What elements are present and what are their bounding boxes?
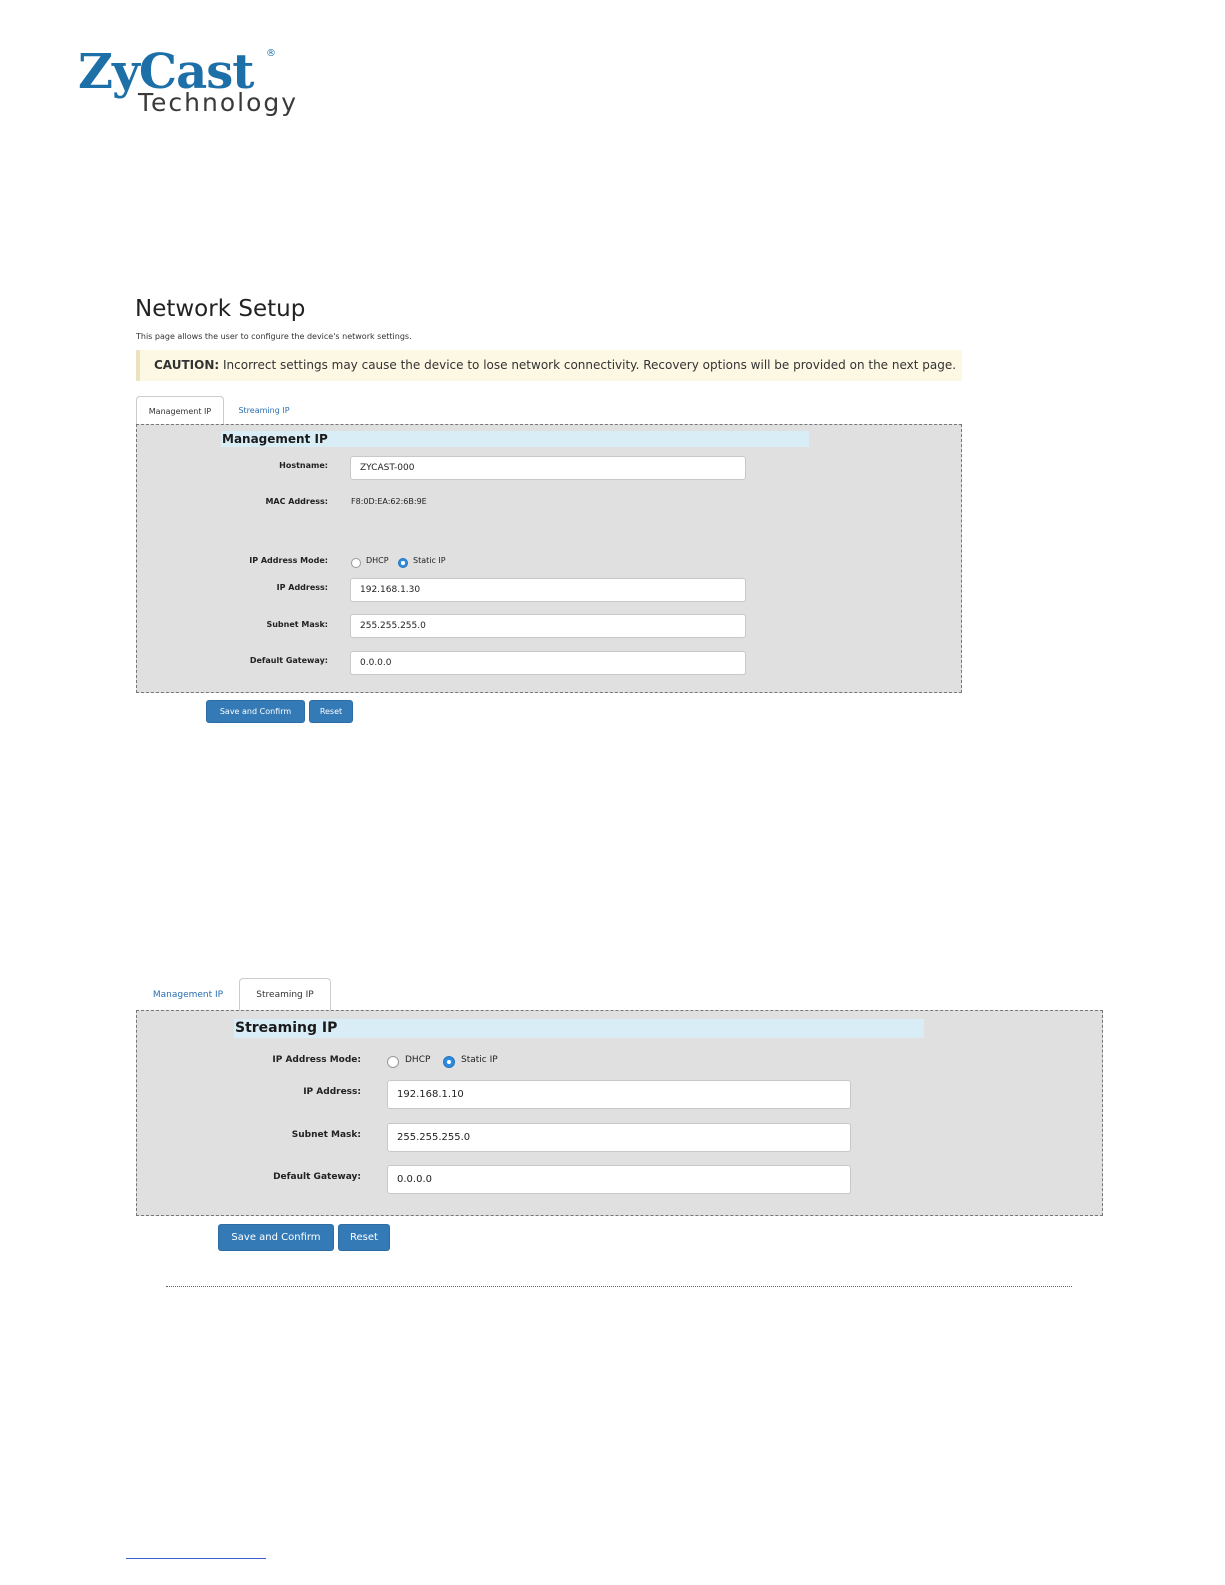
dotted-divider (166, 1286, 1072, 1287)
mac-address-label: MAC Address: (265, 497, 328, 506)
default-gateway-field[interactable]: 0.0.0.0 (387, 1165, 851, 1194)
tab-management-ip[interactable]: Management IP (152, 990, 224, 1000)
ip-mode-label: IP Address Mode: (272, 1055, 361, 1065)
static-ip-radio[interactable] (443, 1056, 455, 1068)
logo-brand-text: ZyCast (78, 44, 254, 100)
section-title-streaming-ip: Streaming IP (234, 1019, 924, 1038)
subnet-mask-label: Subnet Mask: (291, 1130, 361, 1140)
mac-address-value: F8:0D:EA:62:6B:9E (351, 497, 427, 506)
default-gateway-label: Default Gateway: (249, 656, 328, 665)
hostname-label: Hostname: (279, 461, 328, 470)
ip-mode-label: IP Address Mode: (249, 556, 328, 565)
subnet-mask-field[interactable]: 255.255.255.0 (350, 614, 746, 638)
logo-technology-text: Technology (138, 88, 299, 117)
caution-banner (136, 350, 962, 381)
reset-button[interactable]: Reset (309, 700, 353, 723)
dhcp-radio[interactable] (351, 558, 361, 568)
hostname-field[interactable]: ZYCAST-000 (350, 456, 746, 480)
ip-address-field[interactable]: 192.168.1.30 (350, 578, 746, 602)
save-and-confirm-button[interactable]: Save and Confirm (206, 700, 305, 723)
tab-streaming-ip[interactable]: Streaming IP (238, 406, 290, 415)
ip-address-field[interactable]: 192.168.1.10 (387, 1080, 851, 1109)
section-title-management-ip: Management IP (221, 431, 809, 447)
footer-link-underline (126, 1558, 266, 1559)
static-ip-radio-label: Static IP (413, 556, 446, 565)
tab-streaming-ip[interactable]: Streaming IP (239, 978, 331, 1011)
page-title: Network Setup (135, 296, 306, 322)
zycast-logo (78, 44, 318, 126)
caution-label: CAUTION: (154, 358, 220, 372)
default-gateway-field[interactable]: 0.0.0.0 (350, 651, 746, 675)
dhcp-radio[interactable] (387, 1056, 399, 1068)
default-gateway-label: Default Gateway: (273, 1172, 361, 1182)
subnet-mask-label: Subnet Mask: (266, 620, 328, 629)
page-description: This page allows the user to configure the device's network settings. (136, 332, 412, 341)
tab-management-ip[interactable]: Management IP (136, 396, 224, 425)
static-ip-radio[interactable] (398, 558, 408, 568)
logo-registered-mark: ® (266, 48, 276, 59)
save-and-confirm-button[interactable]: Save and Confirm (218, 1224, 334, 1251)
ip-address-label: IP Address: (276, 583, 328, 592)
reset-button[interactable]: Reset (338, 1224, 390, 1251)
dhcp-radio-label: DHCP (405, 1055, 431, 1065)
caution-text: Incorrect settings may cause the device to lose network connectivity. Recovery options will be provided on the next page. (219, 358, 957, 372)
static-ip-radio-label: Static IP (461, 1055, 498, 1065)
subnet-mask-field[interactable]: 255.255.255.0 (387, 1123, 851, 1152)
dhcp-radio-label: DHCP (366, 556, 389, 565)
ip-address-label: IP Address: (303, 1087, 361, 1097)
